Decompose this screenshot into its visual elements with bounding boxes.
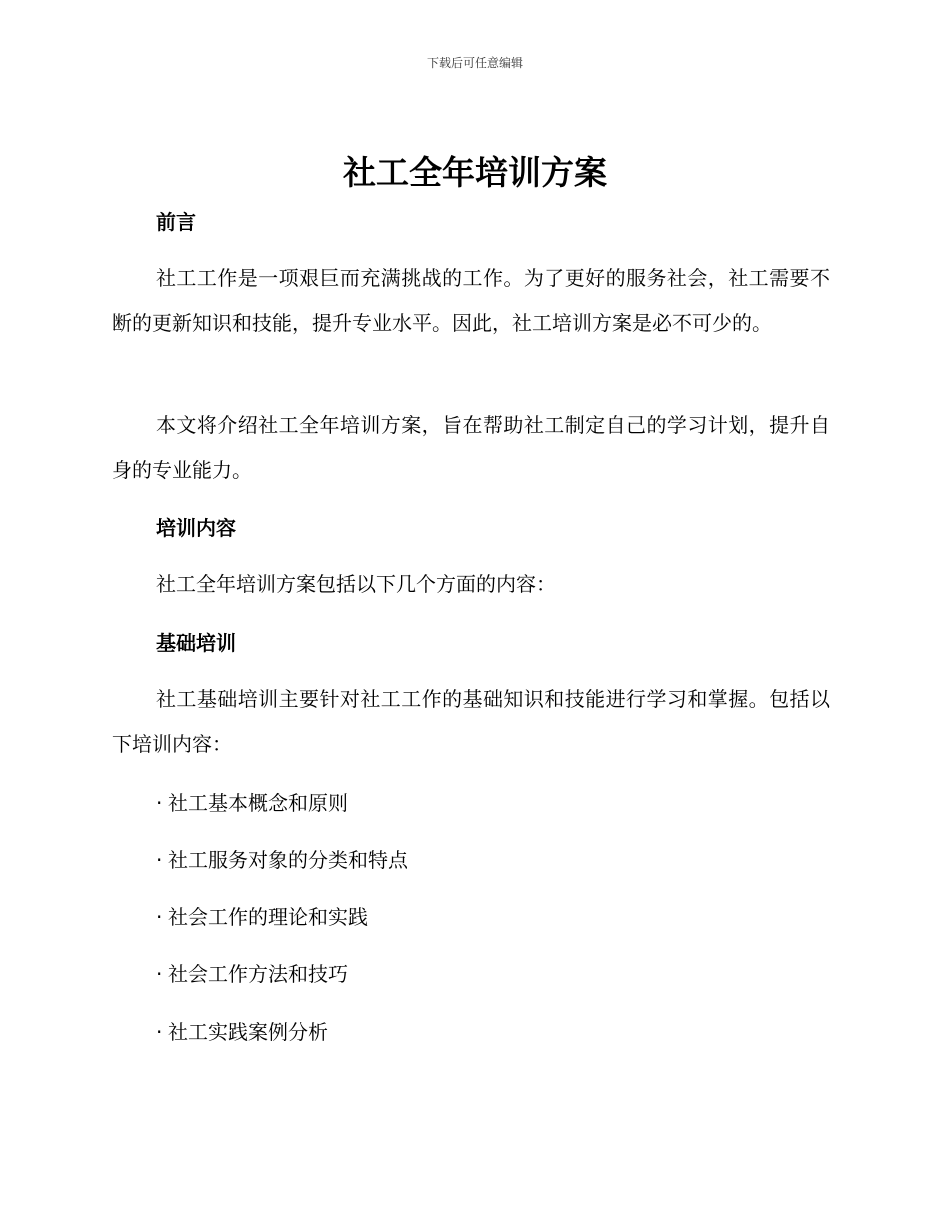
list-item-text: 社会工作方法和技巧 [168,962,348,986]
section-heading-basic: 基础培训 [156,631,236,655]
list-item [156,789,348,817]
list-item-text: 社工服务对象的分类和特点 [168,848,408,872]
document-title: 社工全年培训方案 [343,153,607,192]
paragraph-preface-2: 本文将介绍社工全年培训方案，旨在帮助社工制定自己的学习计划，提升自身的专业能力。 [112,413,830,482]
bullet-dot-icon: · [156,1020,163,1044]
bullet-dot-icon: · [156,848,163,872]
paragraph-basic-1: 社工基础培训主要针对社工工作的基础知识和技能进行学习和掌握。包括以下培训内容： [112,687,830,756]
header-note: 下载后可任意编辑 [426,56,523,70]
list-item [156,846,408,874]
list-item [156,903,368,931]
paragraph-preface-1: 社工工作是一项艰巨而充满挑战的工作。为了更好的服务社会，社工需要不断的更新知识和技能，提升专业水平。因此，社工培训方案是必不可少的。 [112,266,830,335]
bullet-dot-icon: · [156,962,163,986]
bullet-dot-icon: · [156,905,163,929]
section-heading-preface: 前言 [156,210,196,234]
list-item-text: 社会工作的理论和实践 [168,905,368,929]
bullet-dot-icon: · [156,791,163,815]
list-item-text: 社工基本概念和原则 [168,791,348,815]
list-item [156,1018,328,1046]
list-item-text: 社工实践案例分析 [168,1020,328,1044]
paragraph-content-1: 社工全年培训方案包括以下几个方面的内容： [156,572,556,596]
section-heading-content: 培训内容 [156,516,236,540]
list-item [156,960,348,988]
